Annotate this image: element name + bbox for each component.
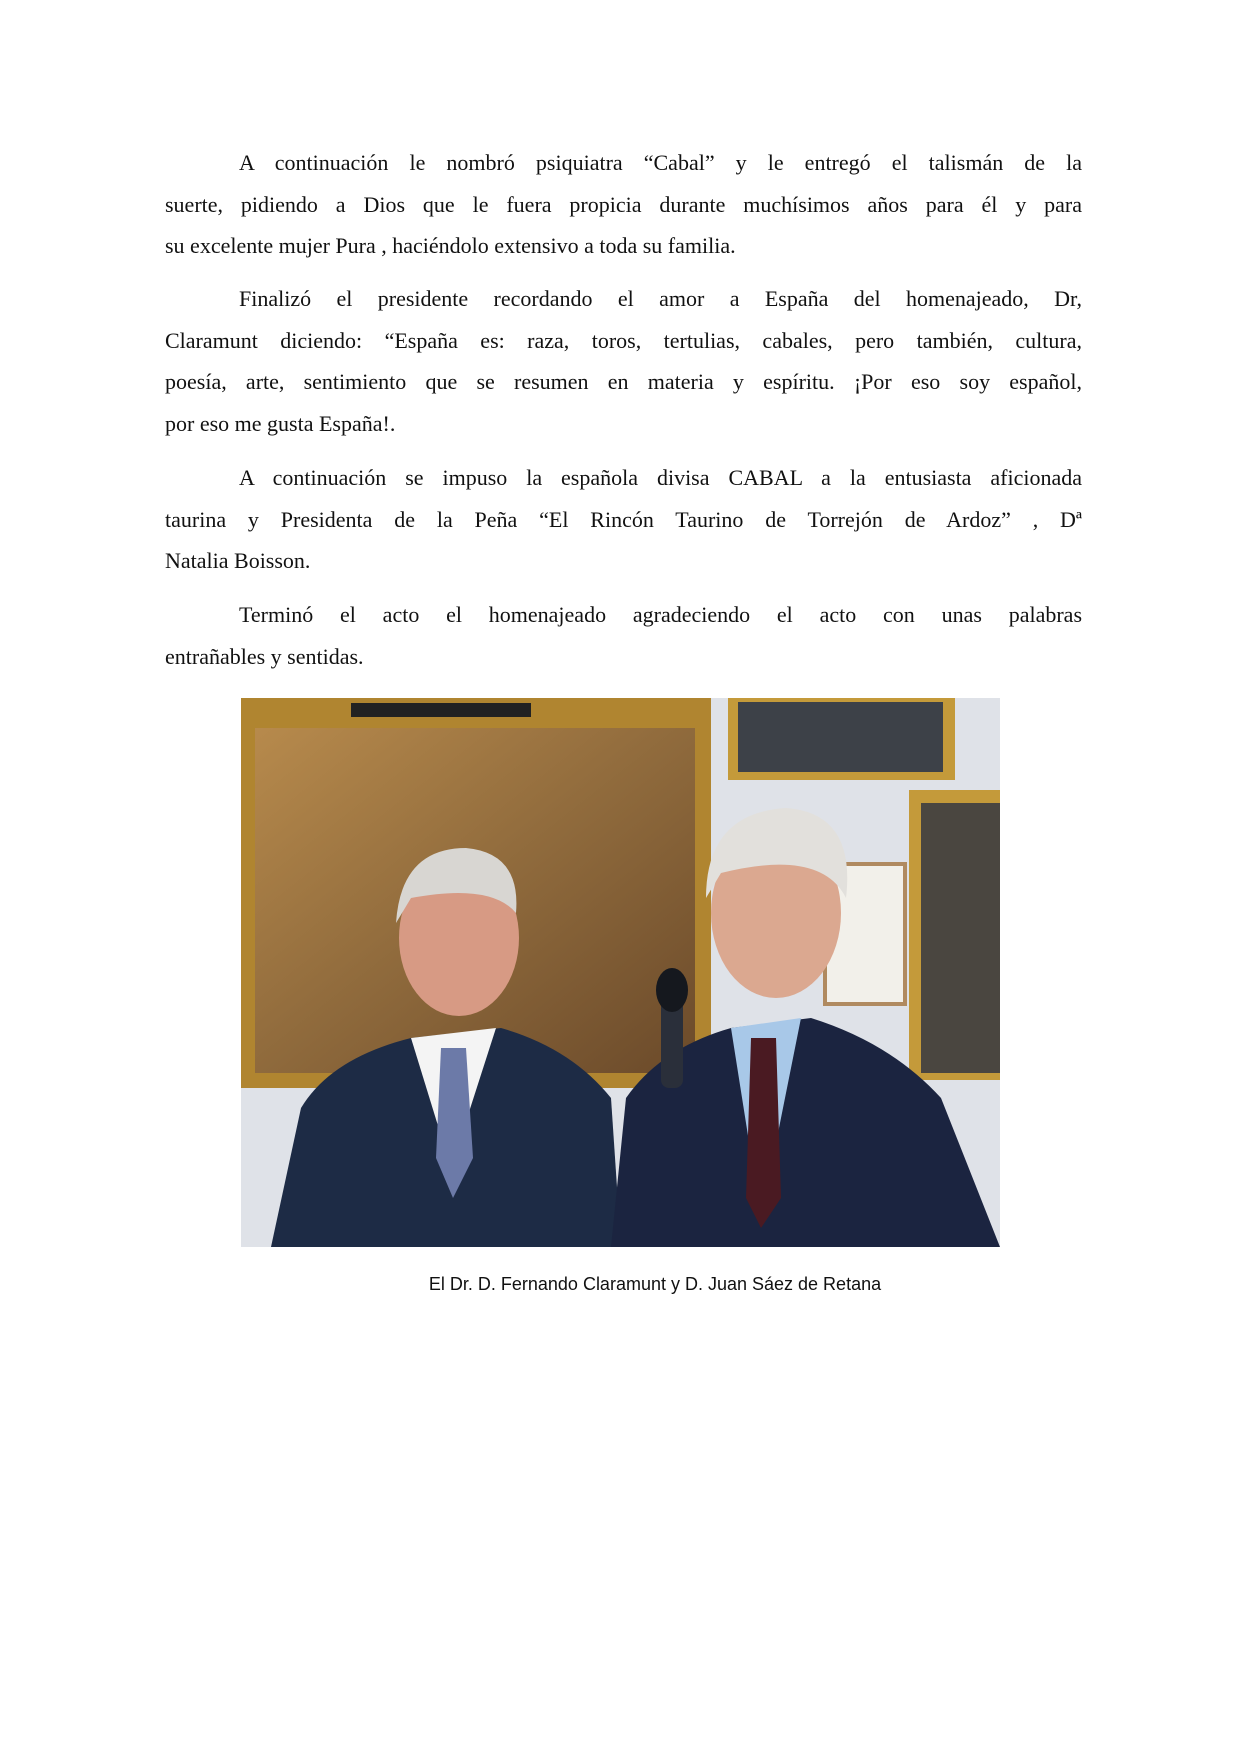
text-line: entrañables y sentidas.	[165, 643, 364, 669]
text-line: por eso me gusta España!.	[165, 410, 396, 436]
text-line: poesía, arte, sentimiento que se resumen en materia y espíritu. ¡Por eso soy español,	[165, 369, 1082, 394]
text-line: Terminó el acto el homenajeado agradeciendo el acto con unas palabras	[239, 602, 1082, 627]
text-line: Claramunt diciendo: “España es: raza, toros, tertulias, cabales, pero también, cultura,	[165, 327, 1082, 353]
paragraph-2	[165, 278, 1082, 444]
photo-two-men	[241, 698, 1000, 1247]
text-line: Finalizó el presidente recordando el amor a España del homenajeado, Dr,	[239, 286, 1082, 311]
text-line: Natalia Boisson.	[165, 548, 311, 573]
photo-caption: El Dr. D. Fernando Claramunt y D. Juan Sáez de Retana	[428, 1274, 882, 1294]
photo-illustration	[241, 698, 1000, 1247]
paragraph-3	[165, 457, 1082, 582]
text-line: su excelente mujer Pura , haciéndolo extensivo a toda su familia.	[165, 233, 736, 258]
text-line: A continuación se impuso la española divisa CABAL a la entusiasta aficionada	[239, 465, 1082, 490]
paragraph-4	[165, 594, 1082, 677]
text-line: suerte, pidiendo a Dios que le fuera propicia durante muchísimos años para él y para	[165, 191, 1082, 217]
text-line: taurina y Presidenta de la Peña “El Rincón Taurino de Torrejón de Ardoz” , Dª	[165, 506, 1082, 532]
paragraph-1	[165, 142, 1082, 267]
text-line: A continuación le nombró psiquiatra “Cabal” y le entregó el talismán de la	[239, 150, 1082, 175]
